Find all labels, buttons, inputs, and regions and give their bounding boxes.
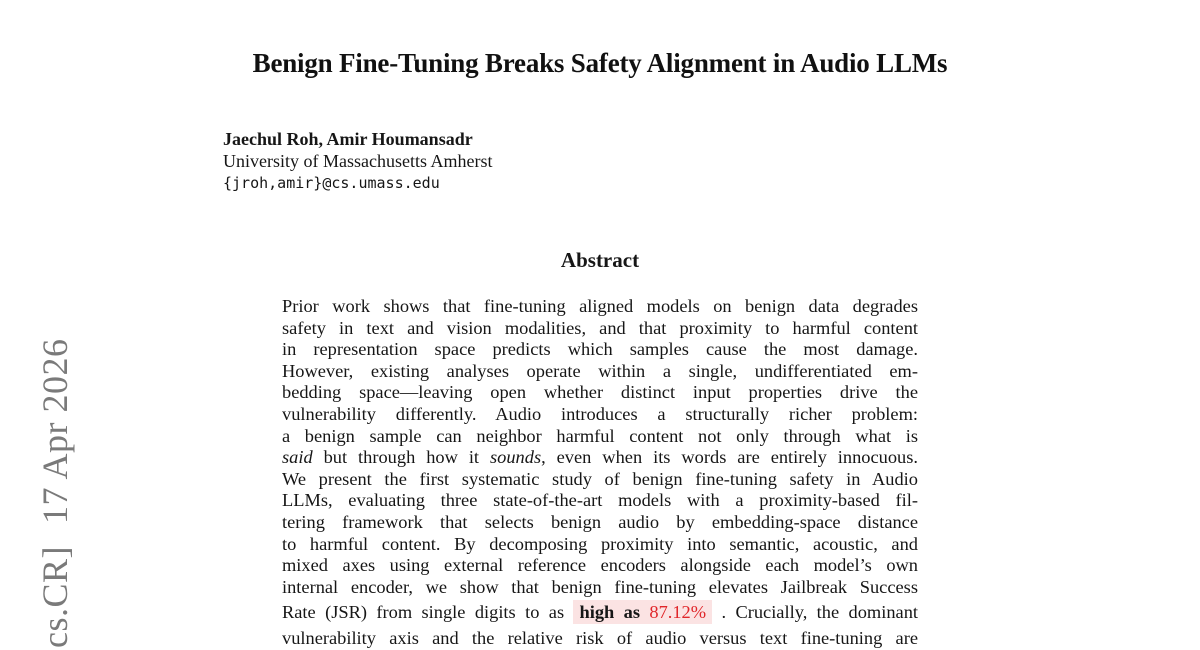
arxiv-date: 17 Apr 2026 (35, 338, 75, 524)
abstract-line: LLMs, evaluating three state-of-the-art models with a proximity-based fil- (282, 490, 918, 511)
abstract-text: but through how it (312, 447, 490, 468)
author-affiliation: University of Massachusetts Amherst (223, 151, 493, 171)
abstract-line: to harmful content. By decomposing proximity into semantic, acoustic, and (282, 533, 918, 554)
author-block (223, 128, 492, 194)
abstract-line: Prior work shows that fine-tuning aligned models on benign data degrades (282, 296, 918, 316)
arxiv-sidebar-stamp (34, 339, 76, 649)
author-names: Jaechul Roh, Amir Houmansadr (223, 129, 473, 149)
abstract-line: safety in text and vision modalities, and that proximity to harmful content (282, 317, 918, 338)
abstract-text: Rate (JSR) from single digits to as (282, 602, 574, 623)
arxiv-category: cs.CR] (35, 546, 75, 648)
abstract-line (282, 447, 918, 469)
jsr-highlight (573, 600, 712, 624)
abstract-line: internal encoder, we show that benign fine-tuning elevates Jailbreak Success (282, 576, 918, 597)
abstract-line-highlighted (282, 602, 918, 624)
abstract-line: a benign sample can neighbor harmful content not only through what is (282, 425, 918, 446)
jsr-value: 87.12% (649, 602, 707, 623)
abstract-line: tering framework that selects benign audio by embedding-space distance (282, 511, 918, 532)
paper-title: Benign Fine-Tuning Breaks Safety Alignment in Audio LLMs (252, 48, 948, 78)
emphasis-sounds: sounds (490, 447, 542, 468)
emphasis-said: said (282, 447, 313, 468)
author-email: {jroh,amir}@cs.umass.edu (223, 174, 440, 192)
abstract-line: mixed axes using external reference encoders alongside each model’s own (282, 555, 918, 576)
abstract-line: We present the first systematic study of benign fine-tuning safety in Audio (282, 468, 918, 489)
abstract-body (282, 296, 918, 650)
abstract-line: However, existing analyses operate within a single, undifferentiated em- (282, 360, 918, 381)
abstract-text: , even when its words are entirely innocuous. (541, 447, 919, 468)
highlight-label: high as (579, 602, 650, 623)
abstract-line: bedding space—leaving open whether distinct input properties drive the (282, 382, 918, 403)
abstract-line: vulnerability differently. Audio introduces a structurally richer problem: (282, 403, 918, 424)
abstract-heading: Abstract (560, 248, 640, 272)
abstract-line: in representation space predicts which samples cause the most damage. (282, 339, 918, 360)
abstract-line: vulnerability axis and the relative risk of audio versus text fine-tuning are (282, 627, 918, 648)
abstract-text: . Crucially, the dominant (712, 602, 918, 623)
